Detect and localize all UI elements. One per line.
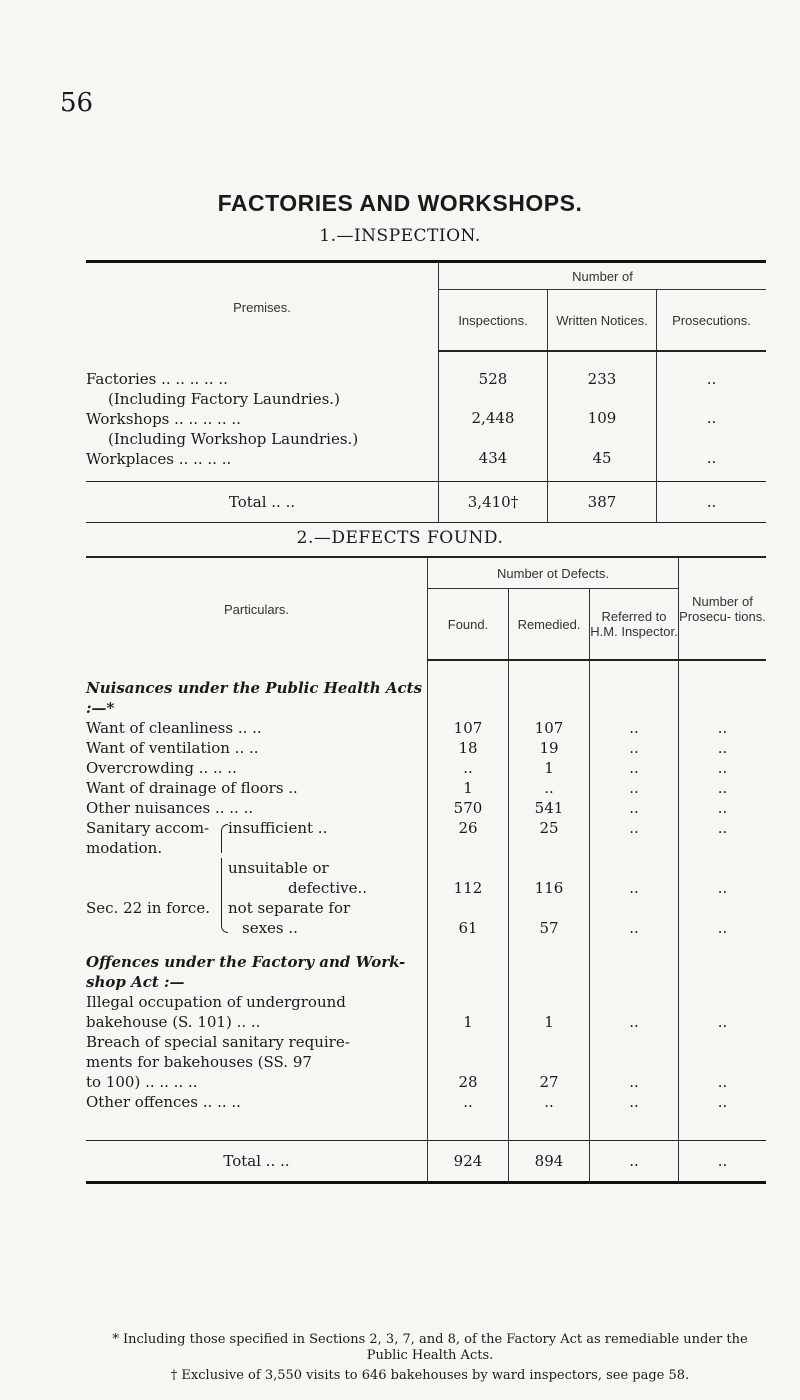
sanitary-defective: defective..: [288, 879, 368, 897]
prosecutions-cell: ..: [679, 1032, 767, 1092]
offences-group-title-1: Offences under the Factory and Work-: [86, 953, 406, 971]
row-label: Want of cleanliness .. ..: [86, 719, 262, 737]
row-label: Workshops .. .. .. .. ..: [86, 410, 241, 428]
particulars-header: Particulars.: [86, 557, 428, 660]
section-2-heading: 2.—DEFECTS FOUND.: [296, 528, 504, 548]
found-cell: 61: [428, 898, 509, 938]
remedied-cell: ..: [509, 1092, 590, 1141]
table-row: [86, 798, 766, 818]
page-title: FACTORIES AND WORKSHOPS.: [217, 190, 583, 216]
total-remedied: 894: [509, 1141, 590, 1183]
sanitary-label-3: Sec. 22 in force.: [86, 899, 210, 917]
row-label: Workplaces .. .. .. ..: [86, 450, 232, 468]
section-1-heading: 1.—INSPECTION.: [319, 226, 481, 246]
prosecutions-cell: ..: [679, 778, 767, 798]
row-label: Overcrowding .. .. ..: [86, 759, 237, 777]
total-inspections: 3,410†: [439, 482, 548, 523]
sanitary-insufficient: insufficient ..: [228, 819, 328, 837]
prosecutions-cell: ..: [679, 758, 767, 778]
total-prosecutions: ..: [657, 482, 767, 523]
found-cell: 1: [428, 778, 509, 798]
found-cell: 112: [428, 858, 509, 898]
referred-cell: ..: [590, 992, 679, 1032]
total-label: Total .. ..: [86, 1141, 428, 1183]
remedied-cell: 27: [509, 1032, 590, 1092]
found-cell: ..: [428, 1092, 509, 1141]
total-written: 387: [548, 482, 657, 523]
table-row: [86, 818, 766, 858]
referred-cell: ..: [590, 718, 679, 738]
nuisances-group-title: Nuisances under the Public Health Acts :—*: [86, 679, 423, 717]
sanitary-label-2: modation.: [86, 839, 163, 857]
remedied-cell: 541: [509, 798, 590, 818]
found-cell: 570: [428, 798, 509, 818]
remedied-cell: 116: [509, 858, 590, 898]
prosecutions-cell: ..: [706, 370, 717, 388]
found-cell: 28: [428, 1032, 509, 1092]
number-of-header: Number of: [439, 262, 767, 290]
found-cell: 107: [428, 718, 509, 738]
total-label: Total .. ..: [86, 482, 439, 523]
table-row: [86, 1092, 766, 1141]
prosecutions-cell: ..: [679, 718, 767, 738]
written-cell: 109: [548, 409, 657, 449]
prosecutions-cell: ..: [679, 992, 767, 1032]
referred-cell: ..: [590, 898, 679, 938]
prosecutions-cell: ..: [679, 898, 767, 938]
footnote-star-line-1: * Including those specified in Sections 2, 3, 7, and 8, of the Factory Act as remediable under the: [112, 1332, 748, 1347]
remedied-cell: 57: [509, 898, 590, 938]
found-cell: 18: [428, 738, 509, 758]
referred-cell: ..: [590, 818, 679, 858]
footnote-dagger: † Exclusive of 3,550 visits to 646 bakehouses by ward inspectors, see page 58.: [170, 1368, 690, 1383]
referred-cell: ..: [590, 798, 679, 818]
referred-cell: ..: [590, 1032, 679, 1092]
inspections-header: Inspections.: [439, 290, 548, 352]
group-heading-row: [86, 660, 766, 718]
inspections-cell: 2,448: [439, 409, 548, 449]
group-heading-row: [86, 938, 766, 992]
prosecutions-cell: ..: [679, 858, 767, 898]
table-row: [86, 1032, 766, 1092]
remedied-cell: 19: [509, 738, 590, 758]
row-sublabel: (Including Factory Laundries.): [108, 390, 340, 408]
sanitary-not-separate: not separate for: [228, 899, 351, 917]
found-cell: ..: [428, 758, 509, 778]
remedied-cell: 1: [509, 992, 590, 1032]
total-found: 924: [428, 1141, 509, 1183]
row-label-line: ments for bakehouses (SS. 97: [86, 1053, 312, 1071]
prosecutions-cell: ..: [679, 818, 767, 858]
total-row: [86, 482, 766, 523]
referred-cell: ..: [590, 758, 679, 778]
referred-cell: ..: [590, 858, 679, 898]
row-label: Factories .. .. .. .. ..: [86, 370, 228, 388]
number-of-defects-header: Number ot Defects.: [428, 557, 679, 589]
row-label: Want of drainage of floors ..: [86, 779, 298, 797]
offences-group-title-2: shop Act :—: [86, 973, 185, 991]
table-row: [86, 778, 766, 798]
written-cell: 45: [548, 449, 657, 482]
table-row: [86, 409, 766, 449]
remedied-cell: 1: [509, 758, 590, 778]
referred-cell: ..: [590, 738, 679, 758]
number-of-prosecutions-header: Number of Prosecu- tions.: [679, 557, 767, 660]
total-referred: ..: [590, 1141, 679, 1183]
table-row: [86, 351, 766, 409]
inspections-cell: 434: [439, 449, 548, 482]
table-row: [86, 718, 766, 738]
row-label-line: Illegal occupation of underground: [86, 993, 346, 1011]
row-label-line: Other offences .. .. ..: [86, 1093, 241, 1111]
found-cell: 26: [428, 818, 509, 858]
remedied-header: Remedied.: [509, 589, 590, 661]
row-label: Want of ventilation .. ..: [86, 739, 259, 757]
row-label-line: to 100) .. .. .. ..: [86, 1073, 198, 1091]
written-cell: 233: [548, 351, 657, 409]
referred-cell: ..: [590, 778, 679, 798]
prosecutions-cell: ..: [679, 738, 767, 758]
found-header: Found.: [428, 589, 509, 661]
defects-table: [86, 556, 766, 1184]
table-row: [86, 738, 766, 758]
found-cell: 1: [428, 992, 509, 1032]
sanitary-sexes: sexes ..: [242, 919, 298, 937]
table-row: [86, 449, 766, 482]
row-sublabel: (Including Workshop Laundries.): [108, 430, 359, 448]
referred-cell: ..: [590, 1092, 679, 1141]
remedied-cell: 107: [509, 718, 590, 738]
written-notices-header: Written Notices.: [548, 290, 657, 352]
table-row: [86, 758, 766, 778]
remedied-cell: 25: [509, 818, 590, 858]
sanitary-label-1: Sanitary accom-: [86, 819, 210, 837]
sanitary-unsuitable: unsuitable or: [228, 859, 329, 877]
page-number: 56: [60, 88, 94, 118]
row-label: Other nuisances .. .. ..: [86, 799, 254, 817]
table-row: [86, 858, 766, 898]
prosecutions-header: Prosecutions.: [657, 290, 767, 352]
total-row: [86, 1141, 766, 1183]
footnote-star: [90, 1332, 770, 1364]
table-row: [86, 992, 766, 1032]
row-label-line: bakehouse (S. 101) .. ..: [86, 1013, 261, 1031]
premises-header: Premises.: [86, 262, 439, 352]
row-label-line: Breach of special sanitary require-: [86, 1033, 350, 1051]
prosecutions-cell: ..: [706, 409, 717, 427]
total-prosecutions: ..: [679, 1141, 767, 1183]
prosecutions-cell: ..: [679, 1092, 767, 1141]
remedied-cell: ..: [509, 778, 590, 798]
table-row: [86, 898, 766, 938]
footnote-star-line-2: Public Health Acts.: [366, 1348, 494, 1363]
referred-header: Referred to H.M. Inspector.: [590, 589, 679, 661]
inspection-table: [86, 260, 766, 523]
prosecutions-cell: ..: [679, 798, 767, 818]
prosecutions-cell: ..: [706, 449, 717, 467]
inspections-cell: 528: [439, 351, 548, 409]
